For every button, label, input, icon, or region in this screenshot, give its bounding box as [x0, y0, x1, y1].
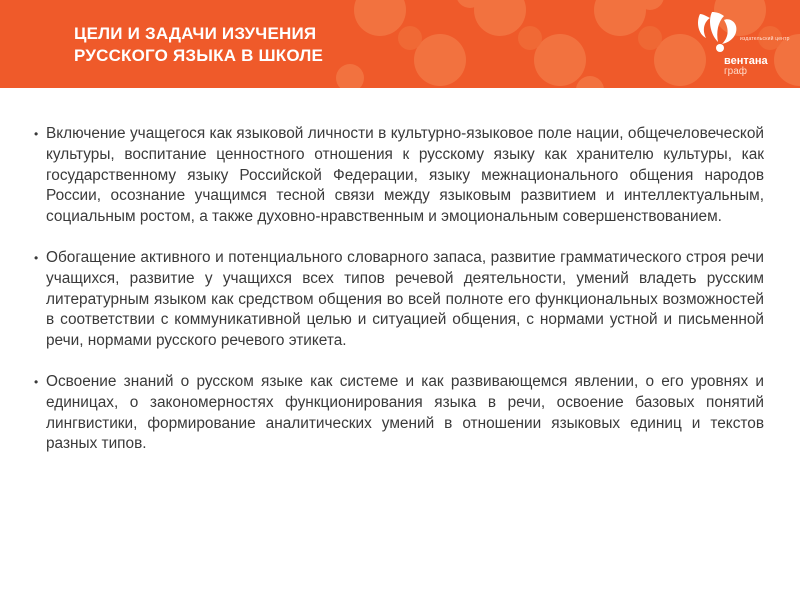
- logo-word-graf: граф: [724, 66, 747, 77]
- list-item: [30, 248, 764, 352]
- title-line-1: ЦЕЛИ И ЗАДАЧИ ИЗУЧЕНИЯ: [74, 24, 317, 43]
- list-item: [30, 124, 764, 228]
- slide-title: [74, 23, 323, 67]
- logo-small-text: издательский центр: [740, 36, 790, 42]
- logo-word-ventana: вентана: [724, 55, 768, 67]
- publisher-logo: [694, 8, 790, 84]
- bullet-icon: •: [34, 374, 39, 389]
- bullet-icon: •: [34, 127, 39, 141]
- list-item-text: Включение учащегося как языковой личности в культурно-языковое поле нации, общечеловеческой культуры, воспитание ценностного отношения к русскому языку как хранителю культуры, как государственному языку Российской Федерации, языку межнационального общения народов России, осознание учащимся тесной связи между языковым развитием и интеллектуальным, социальным ростом, а также духовно-нравственным и эмоциональным совершенствованием.: [46, 125, 764, 226]
- bullet-icon: •: [34, 250, 39, 265]
- ventana-graf-logo-icon: [694, 8, 744, 56]
- goals-list: [30, 124, 764, 475]
- title-line-2: РУССКОГО ЯЗЫКА В ШКОЛЕ: [74, 46, 324, 65]
- list-item: [30, 372, 764, 455]
- list-item-text: Обогащение активного и потенциального словарного запаса, развитие грамматического строя речи учащихся, развитие у учащихся всех типов речевой деятельности, умений владеть русским литературным языком как средством общения во всей полноте его функциональных возможностей в соответствии с коммуникативной целью и ситуацией общения, с нормами устной и письменной речи, нормами русского речевого этикета.: [46, 248, 764, 350]
- list-item-text: Освоение знаний о русском языке как системе и как развивающемся явлении, о его уровнях и единицах, о закономерностях функционирования языка в речи, освоение базовых понятий лингвистики, формирование аналитических умений в отношении языковых единиц и текстов разных типов.: [46, 372, 764, 453]
- slide-header: [0, 0, 800, 88]
